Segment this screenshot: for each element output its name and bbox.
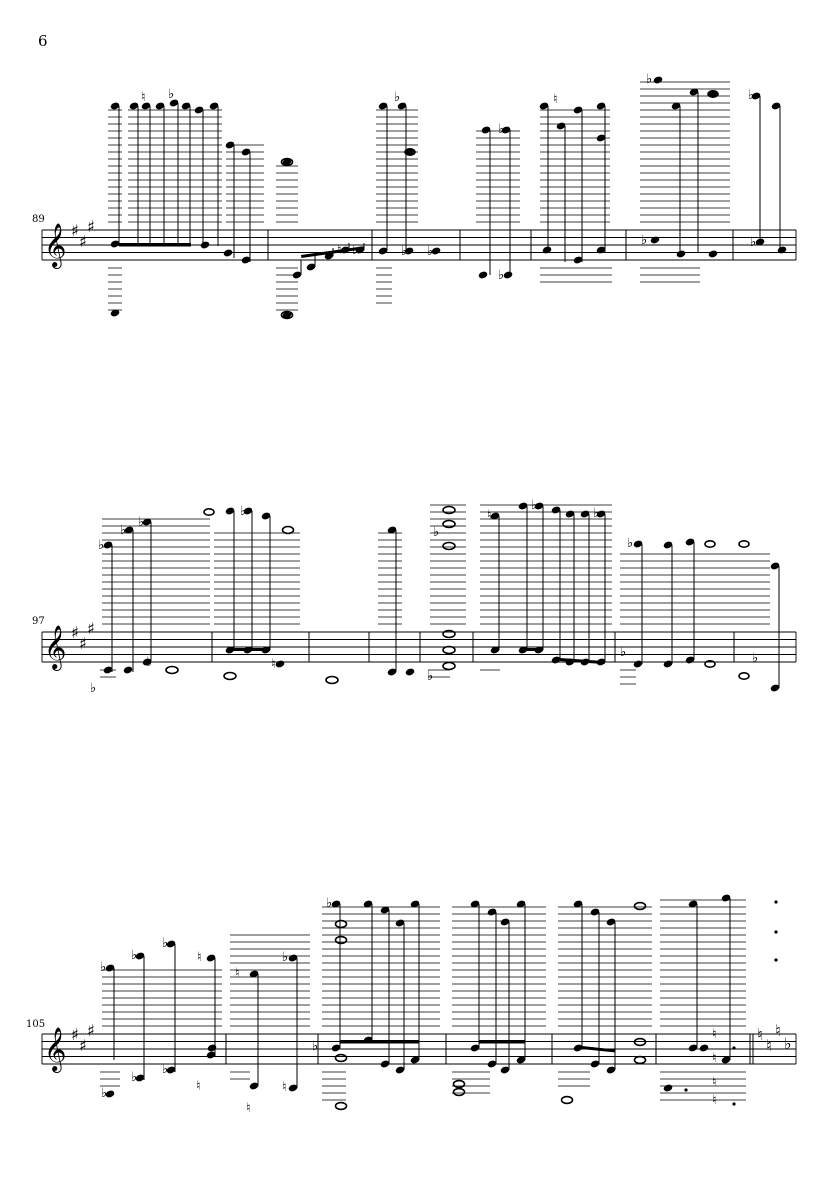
svg-text:♮: ♮ xyxy=(282,1080,287,1095)
svg-text:♯: ♯ xyxy=(79,634,87,653)
svg-text:♮: ♮ xyxy=(246,1101,251,1116)
svg-text:♭: ♭ xyxy=(120,523,127,538)
measure-number-system-1: 89 xyxy=(32,214,45,225)
svg-text:♭: ♭ xyxy=(138,515,145,530)
svg-text:♮: ♮ xyxy=(487,508,492,523)
svg-text:♮: ♮ xyxy=(271,657,276,672)
key-change xyxy=(757,1021,792,1055)
svg-text:♮: ♮ xyxy=(775,1021,781,1040)
svg-text:♯: ♯ xyxy=(87,217,95,236)
svg-text:♭: ♭ xyxy=(646,72,653,87)
svg-text:♭: ♭ xyxy=(326,896,333,911)
svg-text:♭: ♭ xyxy=(620,645,627,660)
svg-text:♯: ♯ xyxy=(71,221,79,240)
svg-text:♭: ♭ xyxy=(427,244,434,259)
svg-text:♭: ♭ xyxy=(100,960,107,975)
measure-number-system-3: 105 xyxy=(26,1019,46,1030)
stems xyxy=(119,92,780,275)
svg-text:♭: ♭ xyxy=(498,122,505,137)
svg-text:♭: ♭ xyxy=(240,504,247,519)
svg-text:♯: ♯ xyxy=(87,619,95,638)
system-1 xyxy=(42,72,796,320)
svg-text:♮: ♮ xyxy=(337,243,342,258)
svg-text:♮: ♮ xyxy=(197,950,202,965)
svg-text:♭: ♭ xyxy=(131,948,138,963)
svg-text:♭: ♭ xyxy=(168,87,175,102)
svg-text:♮: ♮ xyxy=(712,1075,717,1090)
page-number: 6 xyxy=(38,32,48,50)
staff-lines xyxy=(42,632,796,662)
svg-text:♮: ♮ xyxy=(766,1036,772,1055)
svg-text:♭: ♭ xyxy=(162,936,169,951)
svg-text:♭: ♭ xyxy=(498,268,505,283)
svg-text:♭: ♭ xyxy=(593,506,600,521)
svg-text:♭: ♭ xyxy=(131,1070,138,1085)
svg-text:♭: ♭ xyxy=(162,1062,169,1077)
svg-text:♭: ♭ xyxy=(748,88,755,103)
treble-clef: 𝄞 xyxy=(44,625,67,669)
svg-text:♮: ♮ xyxy=(712,1051,717,1066)
svg-text:♭: ♭ xyxy=(282,950,289,965)
accidentals xyxy=(100,896,717,1116)
svg-text:♭: ♭ xyxy=(433,525,440,540)
key-signature xyxy=(71,1021,95,1055)
svg-text:♭: ♭ xyxy=(98,538,105,553)
svg-text:♭: ♭ xyxy=(784,1034,792,1053)
svg-text:♭: ♭ xyxy=(394,90,401,105)
noteheads xyxy=(105,893,731,1098)
svg-text:♭: ♭ xyxy=(146,655,153,670)
stems xyxy=(114,898,730,1088)
flags-dots xyxy=(684,900,777,1105)
svg-text:♭: ♭ xyxy=(90,681,97,696)
svg-text:♭: ♭ xyxy=(641,233,648,248)
svg-text:♭: ♭ xyxy=(352,243,359,258)
treble-clef: 𝄞 xyxy=(44,223,67,267)
svg-text:♮: ♮ xyxy=(712,1027,717,1042)
accidentals xyxy=(141,72,756,283)
svg-text:♯: ♯ xyxy=(79,1036,87,1055)
key-signature xyxy=(71,619,95,653)
svg-text:♮: ♮ xyxy=(757,1025,763,1044)
key-signature xyxy=(71,217,95,251)
noteheads xyxy=(110,75,787,319)
svg-text:♮: ♮ xyxy=(712,1093,717,1108)
svg-text:♯: ♯ xyxy=(79,232,87,251)
svg-text:♮: ♮ xyxy=(235,966,240,981)
svg-text:♭: ♭ xyxy=(101,1086,108,1101)
system-2 xyxy=(42,498,796,696)
svg-text:♭: ♭ xyxy=(531,498,538,513)
svg-text:♭: ♭ xyxy=(627,536,634,551)
svg-text:♯: ♯ xyxy=(87,1021,95,1040)
ledger-lines xyxy=(100,900,746,1100)
svg-text:♮: ♮ xyxy=(196,1079,201,1094)
treble-clef: 𝄞 xyxy=(44,1027,67,1071)
svg-text:♭: ♭ xyxy=(427,669,434,684)
svg-text:♭: ♭ xyxy=(401,244,408,259)
measure-number-system-2: 97 xyxy=(32,616,45,627)
svg-text:♭: ♭ xyxy=(312,1039,319,1054)
noteheads xyxy=(103,501,780,692)
svg-text:♮: ♮ xyxy=(553,92,558,107)
svg-text:♯: ♯ xyxy=(71,1025,79,1044)
svg-text:♭: ♭ xyxy=(750,235,757,250)
svg-text:♯: ♯ xyxy=(71,623,79,642)
svg-text:♮: ♮ xyxy=(141,90,146,105)
system-3 xyxy=(42,893,796,1116)
accidentals xyxy=(90,498,758,696)
svg-text:♭: ♭ xyxy=(752,651,759,666)
ledger-lines xyxy=(108,82,730,310)
